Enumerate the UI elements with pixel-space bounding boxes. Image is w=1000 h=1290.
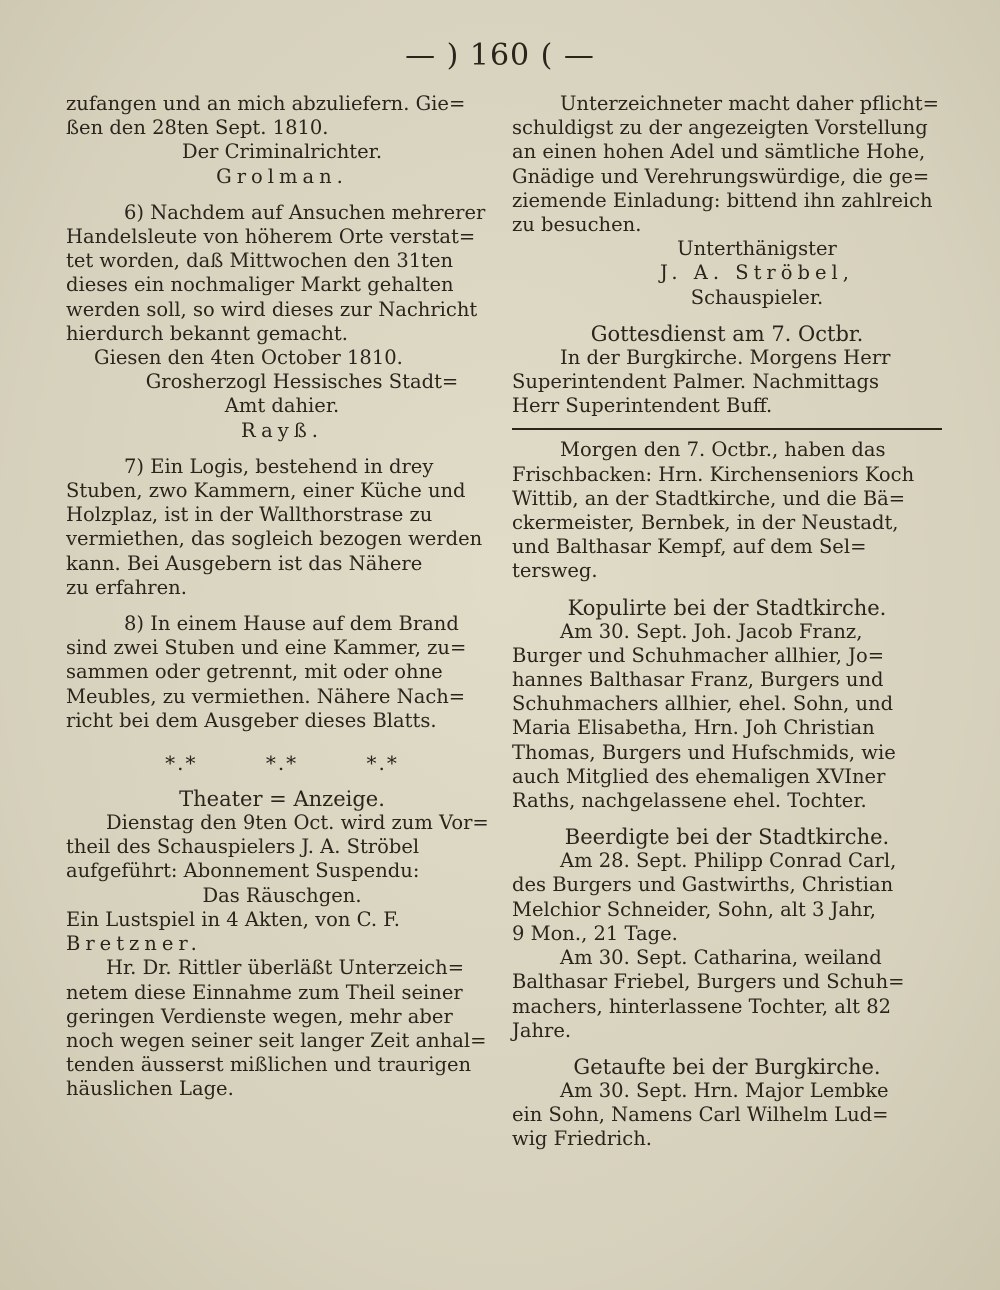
- item6-line-6: hierdurch bekannt gemacht.: [66, 321, 348, 345]
- service-heading: Gottesdienst am 7. Octbr.: [590, 321, 864, 346]
- right-intro-line-5: ziemende Einladung: bittend ihn zahlreich: [512, 188, 933, 212]
- item7-line-1: 7) Ein Logis, bestehend in drey: [124, 454, 434, 478]
- asterism-2: *.*: [265, 751, 299, 776]
- item7-line-3: Holzplaz, ist in der Wallthorstrase zu: [66, 503, 433, 527]
- asterism-1: *.*: [165, 751, 198, 776]
- page-number-header: — ) 160 ( —: [405, 38, 595, 73]
- horizontal-rule: [512, 428, 942, 430]
- signature-stroebel: J. A. Ströbel,: [660, 261, 854, 285]
- bakers-line-1: Morgen den 7. Octbr., haben das: [560, 438, 886, 462]
- marriages-line-1: Am 30. Sept. Joh. Jacob Franz,: [560, 619, 863, 643]
- signature-grolman: Grolman.: [216, 164, 348, 188]
- section-divider-stars: [66, 751, 498, 775]
- note-line-5: tenden äusserst mißlichen und traurigen: [66, 1053, 472, 1077]
- note-line-4: noch wegen seiner seit langer Zeit anhal=: [66, 1028, 487, 1052]
- play-desc-line-2: Bretzner.: [66, 932, 202, 956]
- item6-line-1: 6) Nachdem auf Ansuchen mehrerer: [124, 200, 486, 224]
- bakers-line-6: tersweg.: [512, 559, 598, 583]
- item7-line-2: Stuben, zwo Kammern, einer Küche und: [66, 479, 466, 503]
- marriages-line-3: hannes Balthasar Franz, Burgers und: [512, 668, 884, 692]
- bakers-line-2: Frischbacken: Hrn. Kirchenseniors Koch: [512, 462, 915, 486]
- item6-line-3: tet worden, daß Mittwochen den 31ten: [66, 249, 454, 273]
- right-column: [512, 92, 942, 1152]
- burials-heading: Beerdigte bei der Stadtkirche.: [564, 825, 890, 850]
- service-line-1: In der Burgkirche. Morgens Herr: [560, 345, 891, 369]
- burials2-line-4: Jahre.: [512, 1018, 572, 1042]
- item8-line-1: 8) In einem Hause auf dem Brand: [124, 612, 459, 636]
- right-intro-line-6: zu besuchen.: [512, 213, 642, 237]
- bakers-line-5: und Balthasar Kempf, auf dem Sel=: [512, 535, 867, 559]
- right-intro-line-2: schuldigst zu der angezeigten Vorstellung: [512, 116, 928, 140]
- asterism-3: *.*: [366, 751, 399, 776]
- item6-authority-line-2: Amt dahier.: [224, 394, 340, 418]
- item6-date: Giesen den 4ten October 1810.: [94, 346, 403, 370]
- note-line-1: Hr. Dr. Rittler überläßt Unterzeich=: [106, 956, 465, 980]
- item6-line-5: werden soll, so wird dieses zur Nachricht: [66, 297, 478, 321]
- left-intro-line-1: zufangen und an mich abzuliefern. Gie=: [66, 92, 466, 115]
- left-intro-line-2: ßen den 28ten Sept. 1810.: [66, 116, 329, 140]
- bakers-line-4: ckermeister, Bernbek, in der Neustadt,: [512, 511, 899, 535]
- signature-rayss: Rayß.: [241, 418, 323, 442]
- marriages-line-5: Maria Elisabetha, Hrn. Joh Christian: [512, 716, 875, 740]
- item8-line-5: richt bei dem Ausgeber dieses Blatts.: [66, 708, 437, 732]
- item7-line-5: kann. Bei Ausgebern ist das Nähere: [66, 551, 423, 575]
- note-line-2: netem diese Einnahme zum Theil seiner: [66, 980, 463, 1004]
- marriages-line-7: auch Mitglied des ehemaligen XVIner: [512, 764, 886, 788]
- service-line-3: Herr Superintendent Buff.: [512, 394, 773, 418]
- theater-line-2: theil des Schauspielers J. A. Ströbel: [66, 835, 420, 859]
- baptisms-line-1: Am 30. Sept. Hrn. Major Lembke: [560, 1078, 889, 1102]
- criminal-judge-title: Der Criminalrichter.: [181, 140, 383, 164]
- marriages-heading: Kopulirte bei der Stadtkirche.: [567, 595, 887, 620]
- item6-line-2: Handelsleute von höherem Orte verstat=: [66, 225, 476, 249]
- burials-line-1: Am 28. Sept. Philipp Conrad Carl,: [560, 849, 897, 873]
- right-intro-line-3: an einen hohen Adel und sämtliche Hohe,: [512, 140, 926, 164]
- signature-actor: Schauspieler.: [690, 285, 824, 309]
- burials2-line-3: machers, hinterlassene Tochter, alt 82: [512, 994, 892, 1018]
- right-intro-line-1: Unterzeichneter macht daher pflicht=: [560, 92, 939, 115]
- item7-line-6: zu erfahren.: [66, 575, 187, 599]
- bakers-line-3: Wittib, an der Stadtkirche, und die Bä=: [512, 486, 906, 510]
- note-line-6: häuslichen Lage.: [66, 1077, 234, 1101]
- play-desc-line-1: Ein Lustspiel in 4 Akten, von C. F.: [66, 907, 400, 931]
- marriages-line-4: Schuhmachers allhier, ehel. Sohn, und: [512, 692, 894, 716]
- burials2-line-1: Am 30. Sept. Catharina, weiland: [560, 946, 882, 970]
- service-line-2: Superintendent Palmer. Nachmittags: [512, 370, 880, 394]
- note-line-3: geringen Verdienste wegen, mehr aber: [66, 1004, 453, 1028]
- marriages-line-6: Thomas, Burgers und Hufschmids, wie: [512, 740, 896, 764]
- signature-subordinate: Unterthänigster: [677, 237, 837, 261]
- item8-line-4: Meubles, zu vermiethen. Nähere Nach=: [66, 684, 466, 708]
- left-column: [66, 92, 498, 1102]
- item7-line-4: vermiethen, das sogleich bezogen werden: [66, 527, 483, 551]
- item6-line-4: dieses ein nochmaliger Markt gehalten: [66, 273, 454, 297]
- baptisms-line-3: wig Friedrich.: [512, 1127, 652, 1151]
- theater-heading: Theater = Anzeige.: [179, 787, 385, 812]
- baptisms-heading: Getaufte bei der Burgkirche.: [573, 1054, 881, 1079]
- burials-line-2: des Burgers und Gastwirths, Christian: [512, 873, 894, 897]
- burials2-line-2: Balthasar Friebel, Burgers und Schuh=: [512, 970, 905, 994]
- marriages-line-8: Raths, nachgelassene ehel. Tochter.: [512, 789, 867, 813]
- play-title: Das Räuschgen.: [202, 883, 362, 907]
- item6-authority-line-1: Grosherzogl Hessisches Stadt=: [145, 370, 459, 394]
- burials-line-3: Melchior Schneider, Sohn, alt 3 Jahr,: [512, 897, 876, 921]
- burials-line-4: 9 Mon., 21 Tage.: [512, 921, 678, 945]
- theater-line-1: Dienstag den 9ten Oct. wird zum Vor=: [106, 811, 489, 835]
- baptisms-line-2: ein Sohn, Namens Carl Wilhelm Lud=: [512, 1103, 889, 1127]
- item8-line-3: sammen oder getrennt, mit oder ohne: [66, 660, 443, 684]
- theater-line-3: aufgeführt: Abonnement Suspendu:: [66, 859, 420, 883]
- marriages-line-2: Burger und Schuhmacher allhier, Jo=: [512, 643, 885, 667]
- item8-line-2: sind zwei Stuben und eine Kammer, zu=: [66, 636, 467, 660]
- right-intro-line-4: Gnädige und Verehrungswürdige, die ge=: [512, 164, 930, 188]
